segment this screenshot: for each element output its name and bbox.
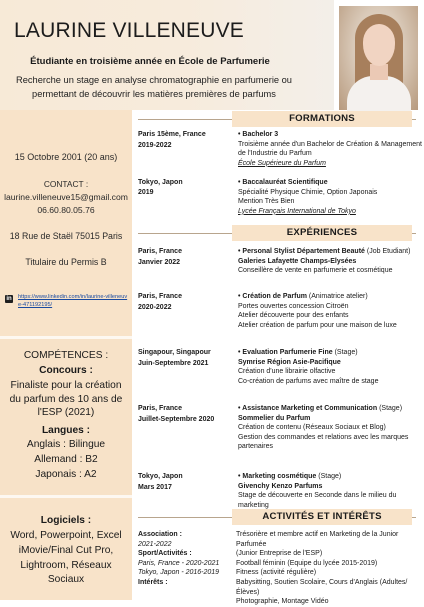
entry-location: Paris, France — [138, 293, 182, 300]
entry-date: Janvier 2022 — [138, 259, 181, 266]
association-years: 2021-2022 — [138, 540, 172, 548]
entry-line: Atelier découverte pour des enfants — [238, 312, 349, 320]
activity-line: Football féminin (Equipe du lycée 2015-2019) — [236, 559, 378, 567]
section-title-formations: FORMATIONS — [232, 111, 412, 127]
entry-title: • Baccalauréat Scientifique — [238, 179, 328, 186]
entry-line: Spécialité Physique Chimie, Option Japonais — [238, 188, 378, 196]
entry-line: Mention Très Bien — [238, 198, 295, 206]
entry-location: Paris 15ème, France — [138, 131, 206, 138]
entry-company: Galeries Lafayette Champs-Elysées — [238, 257, 357, 265]
language-item: Japonais : A2 — [35, 469, 97, 480]
header-subtitle: Étudiante en troisième année en École de Parfumerie — [30, 56, 270, 67]
linkedin-link[interactable]: https://www.linkedin.com/in/laurine-villeneuve-471192195/ — [18, 294, 128, 308]
entry-title: • Création de Parfum — [238, 293, 307, 300]
entry-type: (Stage) — [332, 349, 358, 356]
sport-paris: Paris, France - 2020-2021 — [138, 559, 220, 567]
activity-line: Photographie, Montage Vidéo — [236, 598, 329, 606]
header — [0, 0, 424, 110]
langues-title: Langues : — [41, 425, 91, 436]
entry-date: 2019-2022 — [138, 142, 172, 149]
entry-location: Singapour, Singapour — [138, 349, 211, 356]
entry-date: Mars 2017 — [138, 484, 172, 491]
entry-type: (Stage) — [316, 473, 342, 480]
contact-title: CONTACT : — [43, 179, 89, 189]
phone[interactable]: 06.60.80.05.76 — [37, 205, 95, 215]
entry-line: Portes ouvertes concession Citroën — [238, 302, 349, 310]
entry-type: (Job Etudiant) — [364, 248, 411, 255]
entry-line: Stage de découverte en Seconde dans le milieu du marketing — [238, 492, 397, 509]
entry-school: Lycée Français International de Tokyo — [238, 207, 356, 215]
entry-company: Givenchy Kenzo Parfums — [238, 482, 323, 490]
section-title-activites: ACTIVITÉS ET INTÉRÊTS — [232, 509, 412, 525]
entry-date: 2020-2022 — [138, 304, 172, 311]
activity-line: Trésorière et membre actif en Marketing de la Junior Parfumée — [236, 531, 399, 548]
software-item: Lightroom, Réseaux Sociaux — [20, 560, 112, 585]
entry-title: • Marketing cosmétique — [238, 473, 317, 480]
sidebar-divider — [0, 336, 132, 339]
entry-title: • Bachelor 3 — [238, 131, 279, 138]
profile-photo — [339, 6, 418, 110]
entry-line: Création d'une librairie olfactive — [238, 368, 336, 376]
activity-line: (Junior Entreprise de l'ESP) — [236, 550, 323, 558]
main-content — [132, 110, 424, 606]
entry-type: (Animatrice atelier) — [306, 293, 368, 300]
entry-line: Atelier création de parfum pour une maison de luxe — [238, 321, 397, 329]
software-item: iMovie/Final Cut Pro, — [18, 545, 114, 556]
software-item: Word, Powerpoint, Excel — [10, 530, 122, 541]
entry-company: Symrise Région Asie-Pacifique — [238, 358, 341, 366]
entry-date: 2019 — [138, 189, 154, 196]
entry-line: partenaires — [238, 443, 274, 451]
entry-company: Sommelier du Parfum — [238, 414, 311, 422]
linkedin-icon[interactable]: in — [6, 296, 12, 302]
entry-line: Conseillère de vente en parfumerie et cosmétique — [238, 267, 393, 275]
entry-type: (Stage) — [377, 405, 403, 412]
entry-date: Juin-Septembre 2021 — [138, 360, 209, 367]
candidate-name: LAURINE VILLENEUVE — [14, 19, 245, 42]
competences-title: COMPÉTENCES : — [23, 350, 109, 361]
entry-line: Création de contenu (Réseaux Sociaux et Blog) — [238, 424, 386, 432]
entry-location: Paris, France — [138, 405, 182, 412]
entry-title: • Personal Stylist Département Beauté — [238, 248, 365, 255]
logiciels-title: Logiciels : — [40, 515, 92, 526]
concours-text: Finaliste pour la création du parfum des 10 ans de l'ESP (2021) — [9, 380, 123, 418]
association-label: Association : — [138, 531, 182, 538]
sport-tokyo: Tokyo, Japon - 2016-2019 — [138, 569, 220, 577]
concours-title: Concours : — [39, 365, 93, 376]
entry-line: Troisième année d'un Bachelor de Création & Management — [238, 140, 422, 148]
entry-line: Co-création de parfums avec maître de stage — [238, 377, 379, 385]
address: 18 Rue de Staël 75015 Paris — [9, 231, 123, 241]
entry-title: • Evaluation Parfumerie Fine — [238, 349, 333, 356]
driving-license: Titulaire du Permis B — [25, 257, 107, 267]
activities-details — [236, 530, 424, 607]
header-objective: Recherche un stage en analyse chromatographie en parfumerie ou permettant de découvrir les matières premières de parfums — [16, 75, 292, 99]
birthdate: 15 Octobre 2001 (20 ans) — [14, 152, 118, 162]
entry-location: Tokyo, Japon — [138, 179, 183, 186]
sidebar-divider — [0, 495, 132, 498]
interets-label: Intérêts : — [138, 578, 168, 586]
section-title-experiences: EXPÉRIENCES — [232, 225, 412, 241]
activity-line: Fitness (activité régulière) — [236, 569, 317, 577]
entry-title: • Assistance Marketing et Communication — [238, 405, 378, 412]
language-item: Anglais : Bilingue — [26, 439, 106, 450]
entry-location: Tokyo, Japon — [138, 473, 183, 480]
entry-line: Gestion des commandes et relations avec les marques — [238, 433, 409, 441]
entry-school: École Supérieure du Parfum — [238, 159, 326, 167]
language-item: Allemand : B2 — [34, 454, 98, 465]
entry-date: Juillet-Septembre 2020 — [138, 416, 215, 423]
entry-line: de l'Industrie du Parfum — [238, 150, 312, 158]
sidebar — [0, 110, 132, 600]
activities-labels — [138, 530, 238, 588]
entry-location: Paris, France — [138, 248, 182, 255]
activity-line: Babysitting, Soutien Scolaire, Cours d'Anglais (Adultes/Élèves) — [236, 578, 408, 596]
email[interactable]: laurine.villeneuve15@gmail.com — [4, 192, 128, 202]
sport-label: Sport/Activités : — [138, 550, 192, 558]
